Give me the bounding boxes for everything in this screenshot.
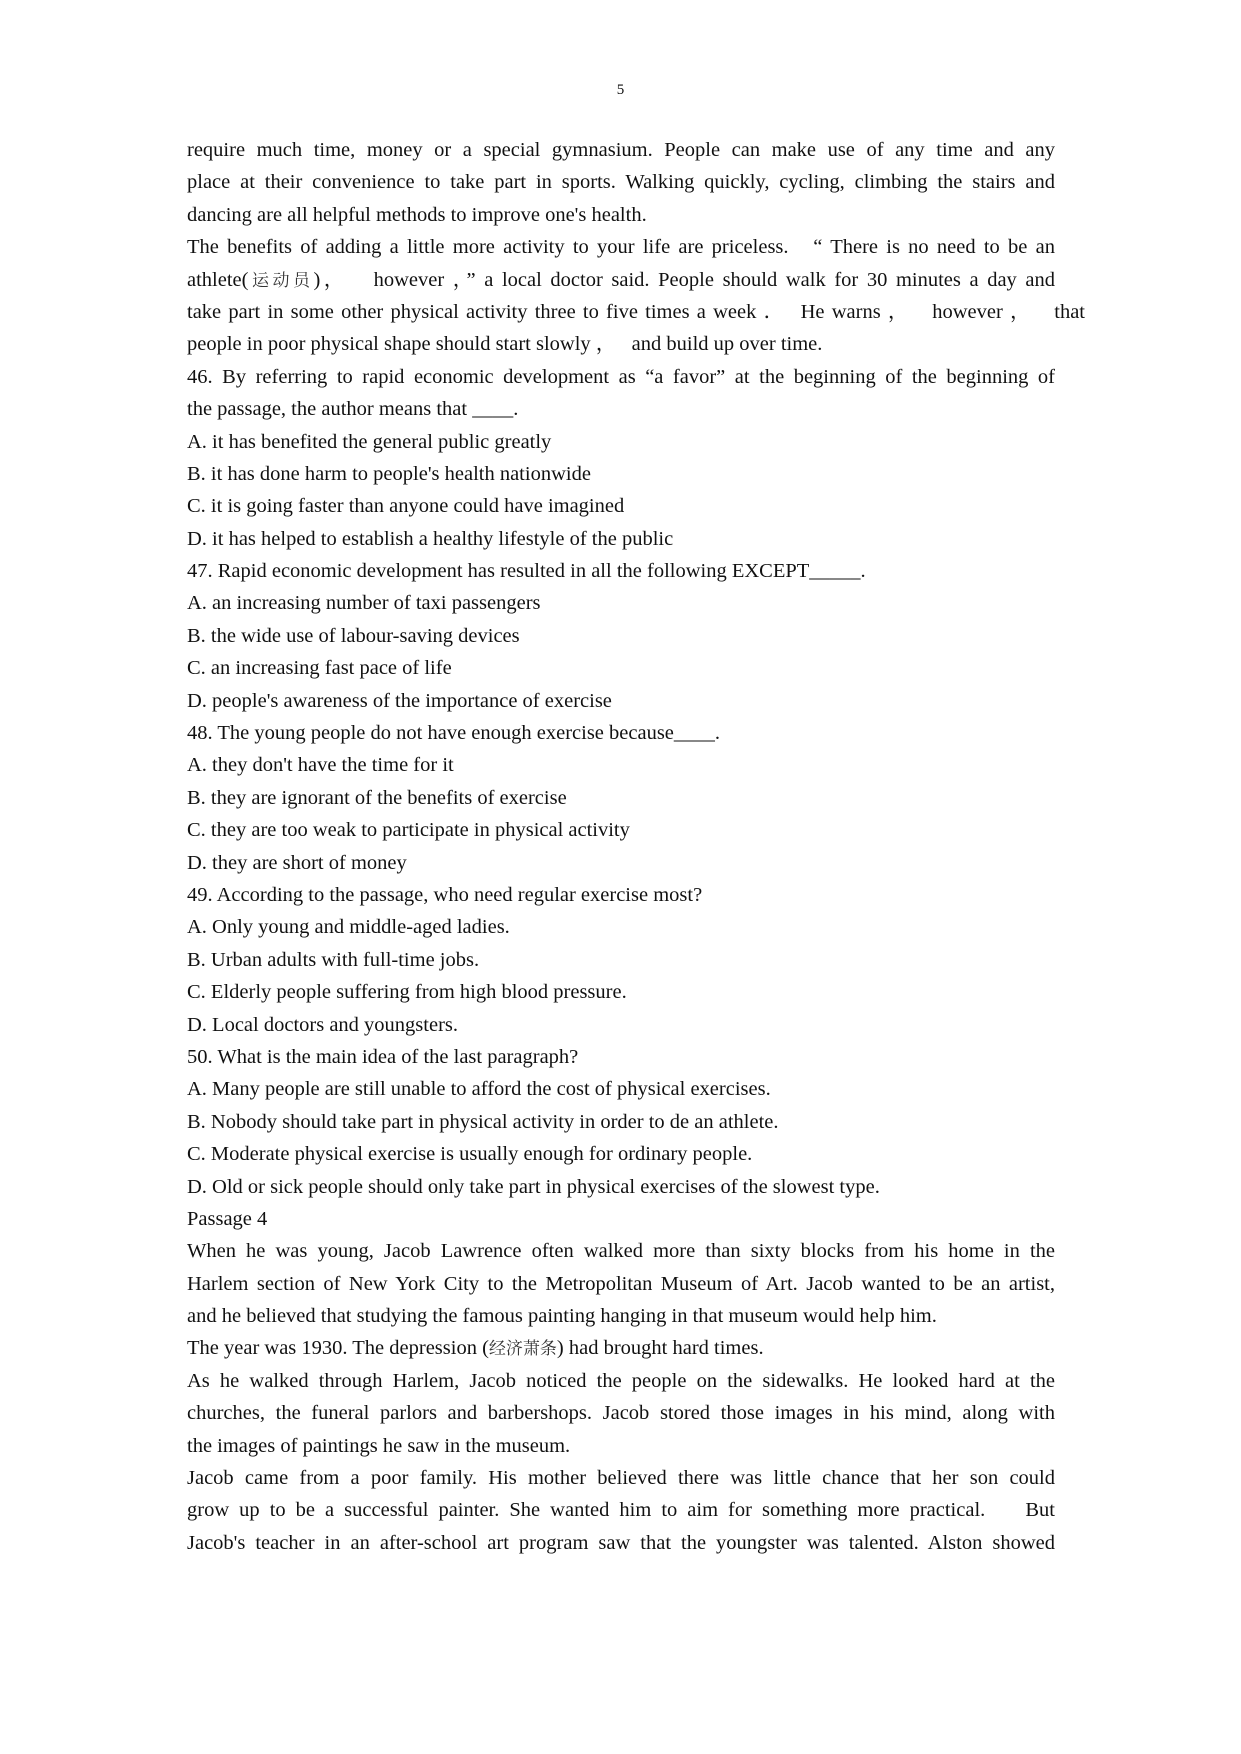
question-47: [187, 555, 1055, 717]
answer-option: D. Old or sick people should only take part in physical exercises of the slowest type.: [187, 1175, 880, 1198]
answer-option: B. it has done harm to people's health nationwide: [187, 462, 591, 485]
passage-line: Jacob came from a poor family. His mother believed there was little chance that her son could: [187, 1467, 1055, 1490]
answer-option: B. they are ignorant of the benefits of exercise: [187, 786, 567, 809]
passage-title: Passage 4: [187, 1207, 268, 1230]
chinese-gloss: 经济萧条: [488, 1339, 557, 1360]
answer-option: A. they don't have the time for it: [187, 754, 454, 777]
passage-line: The year was 1930. The depression (经济萧条) had brought hard times.: [187, 1337, 764, 1360]
passage-line: dancing are all helpful methods to improve one's health.: [187, 203, 647, 226]
answer-option: C. Moderate physical exercise is usually enough for ordinary people.: [187, 1143, 753, 1166]
question-stem: 46. By referring to rapid economic development as “a favor” at the beginning of the beginning of: [187, 365, 1055, 388]
passage-3-continuation: [187, 134, 1085, 361]
passage-line: As he walked through Harlem, Jacob noticed the people on the sidewalks. He looked hard at the: [187, 1369, 1055, 1392]
answer-option: A. Many people are still unable to afford the cost of physical exercises.: [187, 1078, 771, 1101]
document-body: [187, 134, 1085, 1559]
answer-option: B. Urban adults with full-time jobs.: [187, 948, 480, 971]
question-stem: the passage, the author means that ____.: [187, 398, 519, 421]
passage-line: require much time, money or a special gymnasium. People can make use of any time and any: [187, 139, 1055, 161]
passage-line: people in poor physical shape should start slowly ， and build up over time.: [187, 333, 823, 356]
passage-line: and he believed that studying the famous painting hanging in that museum would help him.: [187, 1305, 937, 1328]
answer-option: C. it is going faster than anyone could have imagined: [187, 495, 625, 518]
passage-line: athlete(运动员)， however ，” a local doctor said. People should walk for 30 minutes a day and: [187, 268, 1055, 291]
question-48: [187, 717, 1055, 879]
answer-option: D. Local doctors and youngsters.: [187, 1013, 458, 1036]
question-stem: 47. Rapid economic development has resulted in all the following EXCEPT_____.: [187, 560, 866, 583]
passage-line: take part in some other physical activity three to five times a week ． He warns ， however ， that: [187, 300, 1085, 323]
answer-option: D. they are short of money: [187, 851, 407, 874]
answer-option: C. an increasing fast pace of life: [187, 657, 452, 680]
answer-option: A. an increasing number of taxi passengers: [187, 592, 541, 615]
answer-option: B. the wide use of labour-saving devices: [187, 624, 520, 647]
question-stem: 48. The young people do not have enough exercise because____.: [187, 722, 721, 745]
passage-line: Jacob's teacher in an after-school art program saw that the youngster was talented. Alston showed: [187, 1531, 1055, 1554]
answer-option: C. Elderly people suffering from high blood pressure.: [187, 981, 627, 1004]
passage-line: The benefits of adding a little more activity to your life are priceless. “ There is no need to be an: [187, 236, 1055, 259]
question-50: [187, 1041, 1055, 1203]
passage-line: the images of paintings he saw in the museum.: [187, 1434, 571, 1457]
question-stem: 49. According to the passage, who need regular exercise most?: [187, 883, 703, 906]
passage-line: grow up to be a successful painter. She wanted him to aim for something more practical. But: [187, 1499, 1055, 1522]
question-46: [187, 361, 1055, 555]
passage-line: place at their convenience to take part in sports. Walking quickly, cycling, climbing the stairs and: [187, 171, 1055, 194]
answer-option: D. it has helped to establish a healthy lifestyle of the public: [187, 527, 674, 550]
answer-option: A. it has benefited the general public greatly: [187, 430, 552, 453]
answer-option: B. Nobody should take part in physical activity in order to de an athlete.: [187, 1110, 779, 1133]
answer-option: A. Only young and middle-aged ladies.: [187, 916, 510, 939]
answer-option: C. they are too weak to participate in physical activity: [187, 819, 630, 842]
page-number: 5: [616, 82, 625, 98]
passage-line: Harlem section of New York City to the Metropolitan Museum of Art. Jacob wanted to be an artist,: [187, 1272, 1055, 1295]
answer-option: D. people's awareness of the importance of exercise: [187, 689, 612, 712]
passage-line: When he was young, Jacob Lawrence often walked more than sixty blocks from his home in the: [187, 1240, 1055, 1263]
question-stem: 50. What is the main idea of the last paragraph?: [187, 1045, 579, 1068]
chinese-gloss: 运动员: [248, 270, 314, 291]
passage-line: churches, the funeral parlors and barbershops. Jacob stored those images in his mind, along with: [187, 1402, 1055, 1425]
question-49: [187, 879, 1055, 1041]
passage-4: [187, 1203, 1055, 1559]
